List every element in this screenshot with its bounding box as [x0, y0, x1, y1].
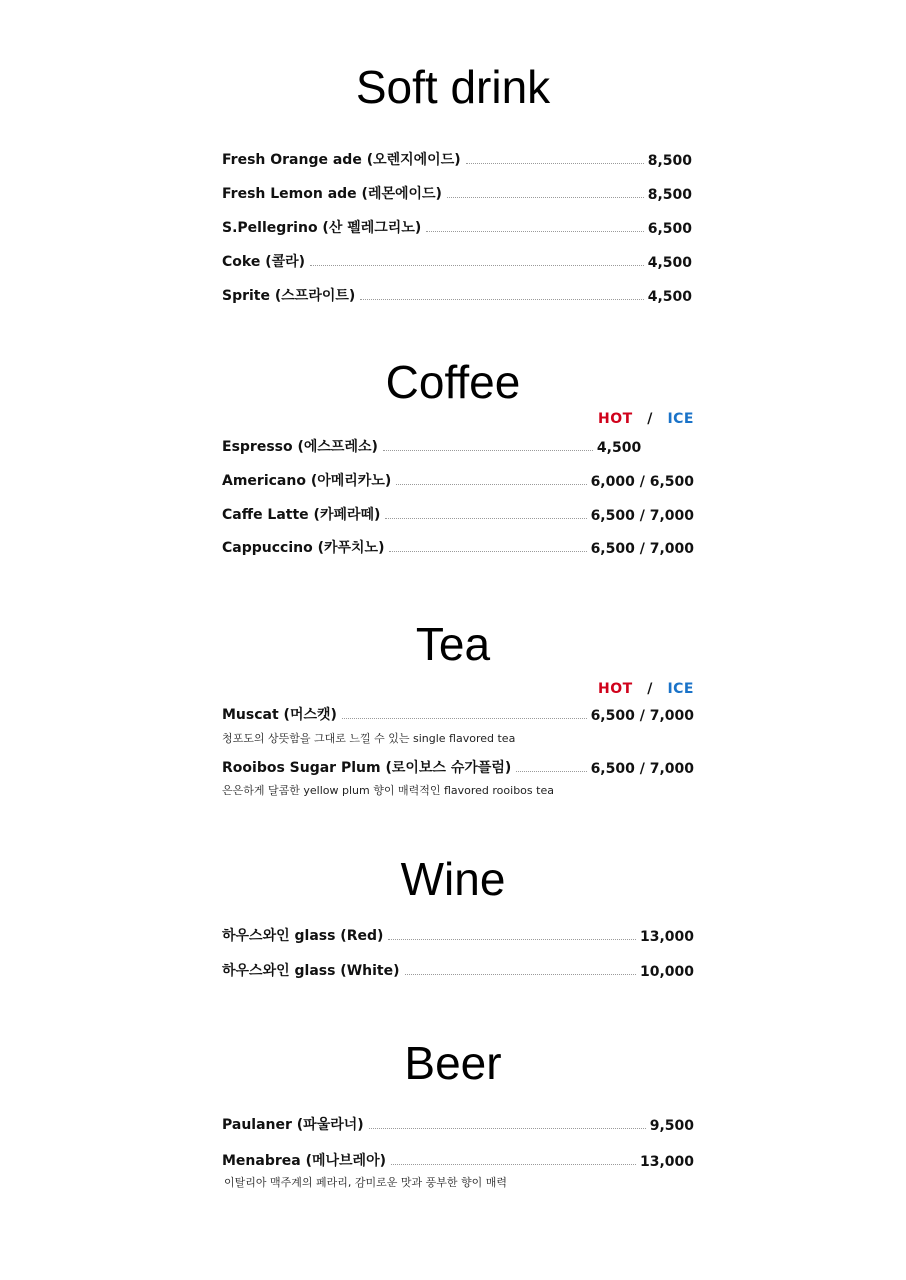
item-price: 6,500 / 7,000: [590, 761, 694, 777]
dot-leader: [310, 264, 644, 266]
legend-separator: /: [647, 681, 653, 697]
legend-ice: ICE: [667, 411, 694, 427]
item-name: Americano (아메리카노): [222, 473, 392, 489]
dot-leader: [360, 298, 643, 300]
dot-leader: [466, 162, 644, 164]
item-name: Muscat (머스캣): [222, 707, 337, 723]
menu-item: [222, 757, 694, 777]
item-price: 6,500 / 7,000: [590, 708, 694, 724]
item-price: 6,500: [647, 221, 692, 237]
item-name: Espresso (에스프레소): [222, 439, 378, 455]
dot-leader: [385, 517, 586, 519]
item-price: 13,000: [639, 929, 694, 945]
item-name: Fresh Lemon ade (레몬에이드): [222, 186, 442, 202]
menu-item: [222, 504, 694, 524]
menu-item: [222, 217, 692, 237]
dot-leader: [396, 483, 586, 485]
menu-item: [222, 925, 694, 945]
menu-item: [222, 470, 694, 490]
item-price: 13,000: [639, 1154, 694, 1170]
item-name: Rooibos Sugar Plum (로이보스 슈가플럼): [222, 760, 512, 776]
item-price: 6,000 / 6,500: [590, 474, 694, 490]
menu-item: [222, 1114, 694, 1134]
dot-leader: [342, 717, 587, 719]
item-name: Fresh Orange ade (오렌지에이드): [222, 152, 461, 168]
legend-hot: HOT: [598, 681, 633, 697]
item-price: 4,500: [647, 255, 692, 271]
item-name: Sprite (스프라이트): [222, 288, 356, 304]
hot-ice-legend: [598, 681, 694, 697]
dot-leader: [516, 770, 586, 772]
item-price: 8,500: [647, 187, 692, 203]
item-price: 10,000: [639, 964, 694, 980]
item-description: 이탈리아 맥주계의 페라리, 감미로운 맛과 풍부한 향이 매력: [224, 1176, 507, 1189]
menu-item: [222, 183, 692, 203]
dot-leader: [405, 973, 636, 975]
dot-leader: [388, 938, 636, 940]
dot-leader: [369, 1127, 646, 1129]
item-name: S.Pellegrino (산 펠레그리노): [222, 220, 422, 236]
section-title-beer: Beer: [404, 1037, 502, 1089]
section-title-soft-drink: Soft drink: [355, 61, 551, 113]
item-name: Menabrea (메나브레아): [222, 1153, 386, 1169]
dot-leader: [426, 230, 643, 232]
section-title-tea: Tea: [415, 618, 491, 670]
item-name: Paulaner (파울라너): [222, 1117, 364, 1133]
legend-separator: /: [647, 411, 653, 427]
item-price: 4,500: [647, 289, 692, 305]
item-name: 하우스와인 glass (White): [222, 963, 400, 979]
item-name: 하우스와인 glass (Red): [222, 928, 384, 944]
item-price: 9,500: [649, 1118, 694, 1134]
menu-item: [222, 1150, 694, 1170]
menu-item: [222, 960, 694, 980]
menu-item: [222, 704, 694, 724]
item-description: 은은하게 달콤한 yellow plum 향이 매력적인 flavored rooibos tea: [222, 784, 554, 797]
hot-ice-legend: [598, 411, 694, 427]
legend-hot: HOT: [598, 411, 633, 427]
section-title-wine: Wine: [400, 853, 506, 905]
dot-leader: [391, 1163, 636, 1165]
menu-item: [222, 436, 694, 456]
menu-item: [222, 285, 692, 305]
dot-leader: [383, 449, 593, 451]
legend-ice: ICE: [667, 681, 694, 697]
item-price: 6,500 / 7,000: [590, 508, 694, 524]
dot-leader: [447, 196, 644, 198]
menu-item: [222, 251, 692, 271]
item-name: Caffe Latte (카페라떼): [222, 507, 381, 523]
item-name: Coke (콜라): [222, 254, 306, 270]
dot-leader: [389, 550, 586, 552]
item-description: 청포도의 상뜻함을 그대로 느낄 수 있는 single flavored tea: [222, 732, 516, 745]
item-price: 4,500: [596, 440, 642, 456]
item-price: 6,500 / 7,000: [590, 541, 694, 557]
menu-item: [222, 537, 694, 557]
item-name: Cappuccino (카푸치노): [222, 540, 385, 556]
item-price: 8,500: [647, 153, 692, 169]
section-title-coffee: Coffee: [385, 356, 521, 408]
menu-item: [222, 149, 692, 169]
